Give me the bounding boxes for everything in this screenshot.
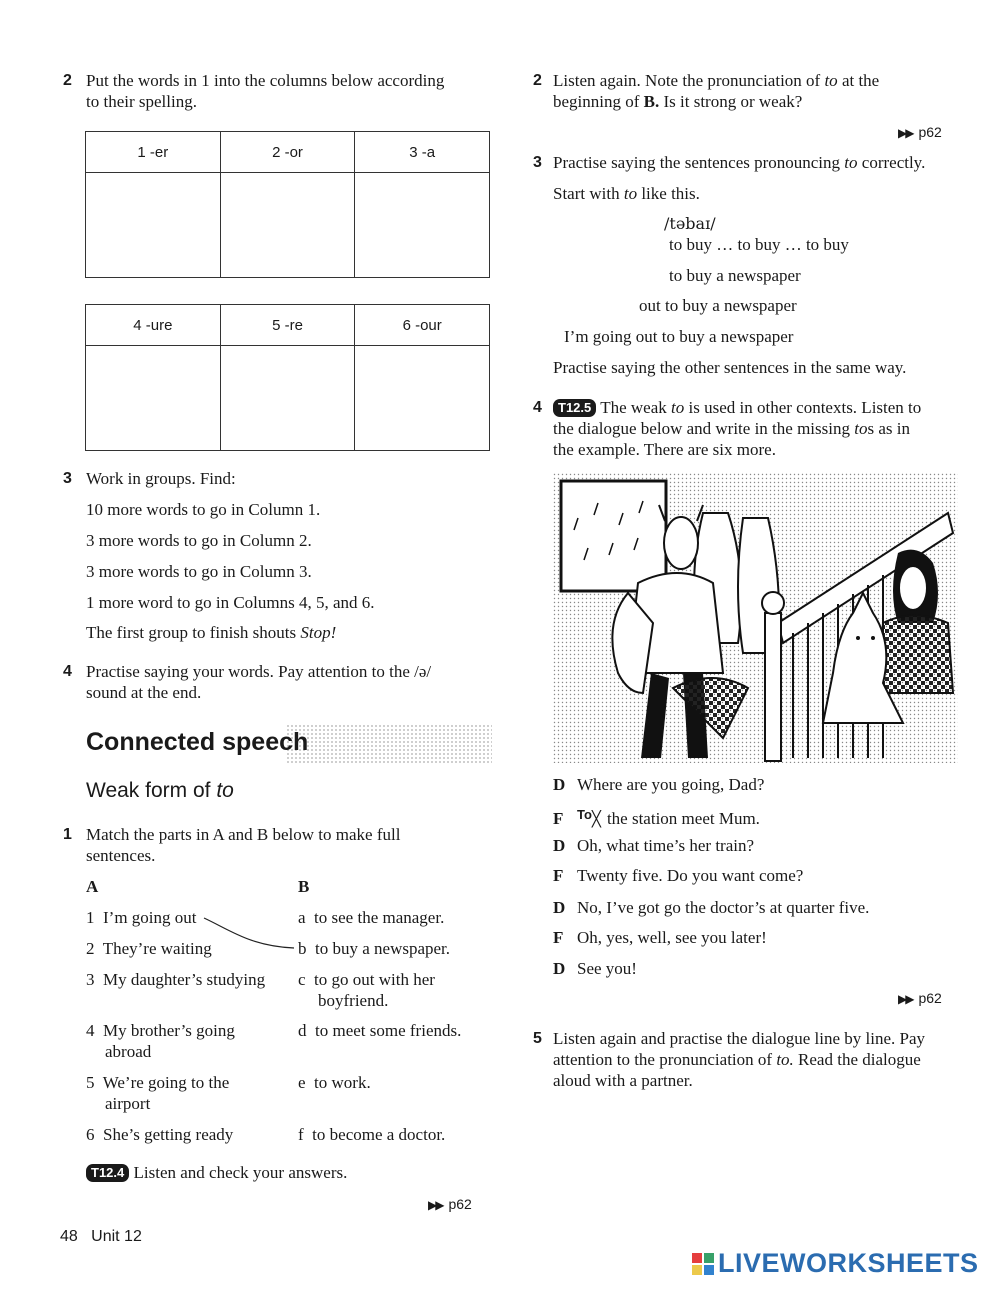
build-up-line: to buy … to buy … to buy: [669, 235, 849, 254]
dialogue-line: [553, 958, 973, 979]
speaker-label: D: [553, 959, 566, 978]
r-ex2-line2-post: Is it strong or weak?: [659, 92, 803, 111]
match-b-letter: b: [298, 939, 307, 958]
speaker-label: F: [553, 866, 564, 885]
ex3-number: 3: [63, 470, 72, 487]
match-b-text: to work.: [314, 1073, 371, 1092]
handwritten-answer: To: [577, 807, 592, 822]
ex3-finish-stop: Stop!: [300, 623, 337, 642]
r-ex2-line1-post: at the: [837, 71, 880, 90]
ex1-instruction-line2: sentences.: [86, 846, 156, 865]
r-ex4-line1: [553, 398, 921, 418]
match-b-text: to see the manager.: [314, 908, 445, 927]
match-b-text: to become a doctor.: [312, 1125, 446, 1144]
match-b-text: to meet some friends.: [315, 1021, 462, 1040]
fast-forward-icon: ▶▶: [898, 126, 913, 140]
r-ex3-number: 3: [533, 154, 542, 171]
answer-cell-our[interactable]: [355, 346, 490, 451]
match-b-letter: e: [298, 1073, 306, 1092]
match-b-item-b: [298, 938, 498, 959]
match-a-number: 3: [86, 970, 95, 989]
match-a-text-cont: abroad: [105, 1042, 152, 1061]
r-ex2-line2: [553, 92, 802, 112]
col-header-a: 3 -a: [355, 132, 490, 173]
listen-check-line: [86, 1163, 347, 1183]
col-header-re: 5 -re: [220, 305, 355, 346]
r-ex4-line2-post: s as in: [867, 419, 910, 438]
ex1-number: 1: [63, 826, 72, 843]
r-ex5-line2-em: to.: [776, 1050, 794, 1069]
phonetic-transcription: /təbaɪ/: [664, 214, 716, 233]
build-up-line: out to buy a newspaper: [639, 296, 797, 315]
col-header-our: 6 -our: [355, 305, 490, 346]
r-ex5-line2-pre: attention to the pronunciation of: [553, 1050, 777, 1069]
match-a-number: 4: [86, 1021, 95, 1040]
page-footer: [60, 1228, 142, 1246]
section-subheading: [86, 779, 234, 803]
ex3-intro: Work in groups. Find:: [86, 469, 236, 488]
spelling-table-2: [85, 304, 490, 451]
answer-cell-or[interactable]: [220, 173, 355, 278]
speaker-label: F: [553, 928, 564, 947]
fast-forward-icon: ▶▶: [428, 1198, 443, 1212]
col-header-ure: 4 -ure: [86, 305, 221, 346]
r-ex4-line2-pre: the dialogue below and write in the missing: [553, 419, 855, 438]
answer-cell-a[interactable]: [355, 173, 490, 278]
page-ref-text: p62: [448, 1196, 472, 1212]
match-a-item-5: [86, 1072, 286, 1114]
ex3-item: 3 more words to go in Column 2.: [86, 531, 312, 550]
match-b-item-f: [298, 1124, 498, 1145]
answer-cell-ure[interactable]: [86, 346, 221, 451]
r-ex2-line2-b: B.: [643, 92, 660, 111]
dialogue-illustration: [553, 473, 958, 763]
speaker-label: F: [553, 809, 564, 828]
liveworksheets-logo[interactable]: [692, 1248, 992, 1282]
ex2-number: 2: [63, 72, 72, 89]
col-header-er: 1 -er: [86, 132, 221, 173]
r-ex3-line2-em: to: [623, 184, 638, 203]
match-a-number: 2: [86, 939, 95, 958]
column-b-label: B: [298, 877, 310, 896]
dialogue-line: [553, 897, 973, 918]
speaker-label: D: [553, 898, 566, 917]
page-ref-text: p62: [918, 124, 942, 140]
ex4-number: 4: [63, 663, 72, 680]
match-b-item-d: [298, 1020, 498, 1041]
r-ex5-line3: aloud with a partner.: [553, 1071, 693, 1090]
ex4-instruction-line1: Practise saying your words. Pay attention to the /ə/: [86, 662, 432, 681]
match-a-text: They’re waiting: [102, 939, 212, 958]
r-ex2-line2-pre: beginning of: [553, 92, 644, 111]
match-a-number: 6: [86, 1125, 95, 1144]
match-a-text: I’m going out: [103, 908, 197, 927]
r-ex4-line3: the example. There are six more.: [553, 440, 776, 459]
r-ex4-line1-em: to: [671, 398, 685, 417]
dialogue-text: the station meet Mum.: [606, 809, 760, 828]
ex2-instruction-line2: to their spelling.: [86, 92, 197, 111]
r-ex4-number: 4: [533, 399, 542, 416]
r-ex2-line1-pre: Listen again. Note the pronunciation of: [553, 71, 825, 90]
listen-check-text: Listen and check your answers.: [133, 1163, 348, 1182]
r-ex2-line1: [553, 71, 879, 91]
r-ex4-line2-em: to: [854, 419, 868, 438]
r-ex3-line1: [553, 153, 925, 173]
speaker-label: D: [553, 775, 566, 794]
dialogue-line: [553, 865, 973, 886]
r-ex3-line2-pre: Start with: [553, 184, 624, 203]
r-ex3-line2: [553, 184, 700, 204]
dialogue-text: Oh, what time’s her train?: [577, 836, 755, 855]
match-b-item-c: [298, 969, 498, 1011]
col-header-or: 2 -or: [220, 132, 355, 173]
dialogue-line: [553, 774, 973, 795]
r-ex3-line2-post: like this.: [637, 184, 700, 203]
match-b-letter: c: [298, 970, 306, 989]
ex3-item: 3 more words to go in Column 3.: [86, 562, 312, 581]
match-b-item-e: [298, 1072, 498, 1093]
column-a-label: A: [86, 877, 99, 896]
unit-label: Unit 12: [91, 1228, 142, 1245]
match-a-item-6: [86, 1124, 286, 1145]
page-ref-dialogue: [898, 990, 942, 1006]
ex2-instruction-line1: Put the words in 1 into the columns below according: [86, 71, 445, 90]
dialogue-text: Where are you going, Dad?: [577, 775, 765, 794]
example-match-line: [200, 912, 300, 954]
ex3-finish: [86, 623, 336, 643]
r-ex4-line1-pre: The weak: [600, 398, 672, 417]
build-up-line: I’m going out to buy a newspaper: [564, 327, 794, 346]
match-a-number: 1: [86, 908, 95, 927]
match-b-item-a: [298, 907, 498, 928]
r-ex2-number: 2: [533, 72, 542, 89]
subheading-text: Weak form of: [86, 779, 217, 802]
match-a-text: My daughter’s studying: [103, 970, 266, 989]
r-ex3-line1-post: correctly.: [857, 153, 926, 172]
match-b-letter: f: [298, 1125, 304, 1144]
speaker-label: D: [553, 836, 566, 855]
r-ex4-line1-post: is used in other contexts. Listen to: [684, 398, 922, 417]
match-a-item-4: [86, 1020, 286, 1062]
caret-mark-icon: ╳: [591, 810, 601, 828]
track-badge[interactable]: T12.5: [553, 399, 596, 417]
answer-cell-re[interactable]: [220, 346, 355, 451]
match-b-text: to go out with her: [314, 970, 435, 989]
r-ex3-line1-pre: Practise saying the sentences pronouncing: [553, 153, 845, 172]
r-ex5-number: 5: [533, 1030, 542, 1047]
build-up-line: to buy a newspaper: [669, 266, 801, 285]
r-ex4-line2: [553, 419, 910, 439]
subheading-em: to: [216, 779, 234, 802]
match-a-text: She’s getting ready: [103, 1125, 234, 1144]
match-b-text: to buy a newspaper.: [315, 939, 451, 958]
page-ref-left: [428, 1196, 472, 1212]
section-heading: Connected speech: [86, 728, 309, 756]
heading-dot-band: [286, 724, 492, 764]
ex1-instruction-line1: Match the parts in A and B below to make full: [86, 825, 401, 844]
r-ex5-line2-post: Read the dialogue: [793, 1050, 921, 1069]
ex3-item: 10 more words to go in Column 1.: [86, 500, 321, 519]
r-ex5-line2: [553, 1050, 921, 1070]
ex4-instruction-line2: sound at the end.: [86, 683, 202, 702]
match-b-letter: d: [298, 1021, 307, 1040]
logo-squares-icon: [692, 1253, 714, 1275]
dialogue-line: [553, 804, 973, 830]
dialogue-line: [553, 835, 973, 856]
match-a-text: We’re going to the: [102, 1073, 230, 1092]
match-a-item-3: [86, 969, 296, 990]
page-ref-r-ex2: [898, 124, 942, 140]
track-badge[interactable]: T12.4: [86, 1164, 129, 1182]
answer-cell-er[interactable]: [86, 173, 221, 278]
r-ex5-line1: Listen again and practise the dialogue line by line. Pay: [553, 1029, 925, 1048]
ex3-finish-text: The first group to finish shouts: [86, 623, 301, 642]
r-ex2-line1-em: to: [824, 71, 838, 90]
match-a-text: My brother’s going: [103, 1021, 235, 1040]
dialogue-text: Oh, yes, well, see you later!: [577, 928, 767, 947]
logo-text: LIVEWORKSHEETS: [718, 1248, 979, 1278]
page-number: 48: [60, 1228, 78, 1245]
match-a-text-cont: airport: [105, 1094, 151, 1113]
spelling-table-1: [85, 131, 490, 278]
ex3-item: 1 more word to go in Columns 4, 5, and 6.: [86, 593, 375, 612]
match-b-letter: a: [298, 908, 306, 927]
dialogue-text: See you!: [577, 959, 637, 978]
r-ex3-line1-em: to: [844, 153, 858, 172]
dialogue-text: No, I’ve got go the doctor’s at quarter five.: [577, 898, 870, 917]
match-b-text-cont: boyfriend.: [318, 991, 389, 1010]
r-ex3-closing: Practise saying the other sentences in the same way.: [553, 358, 907, 377]
dialogue-line: [553, 927, 973, 948]
page-ref-text: p62: [918, 990, 942, 1006]
dialogue-text: Twenty five. Do you want come?: [577, 866, 804, 885]
match-a-number: 5: [86, 1073, 95, 1092]
fast-forward-icon: ▶▶: [898, 992, 913, 1006]
